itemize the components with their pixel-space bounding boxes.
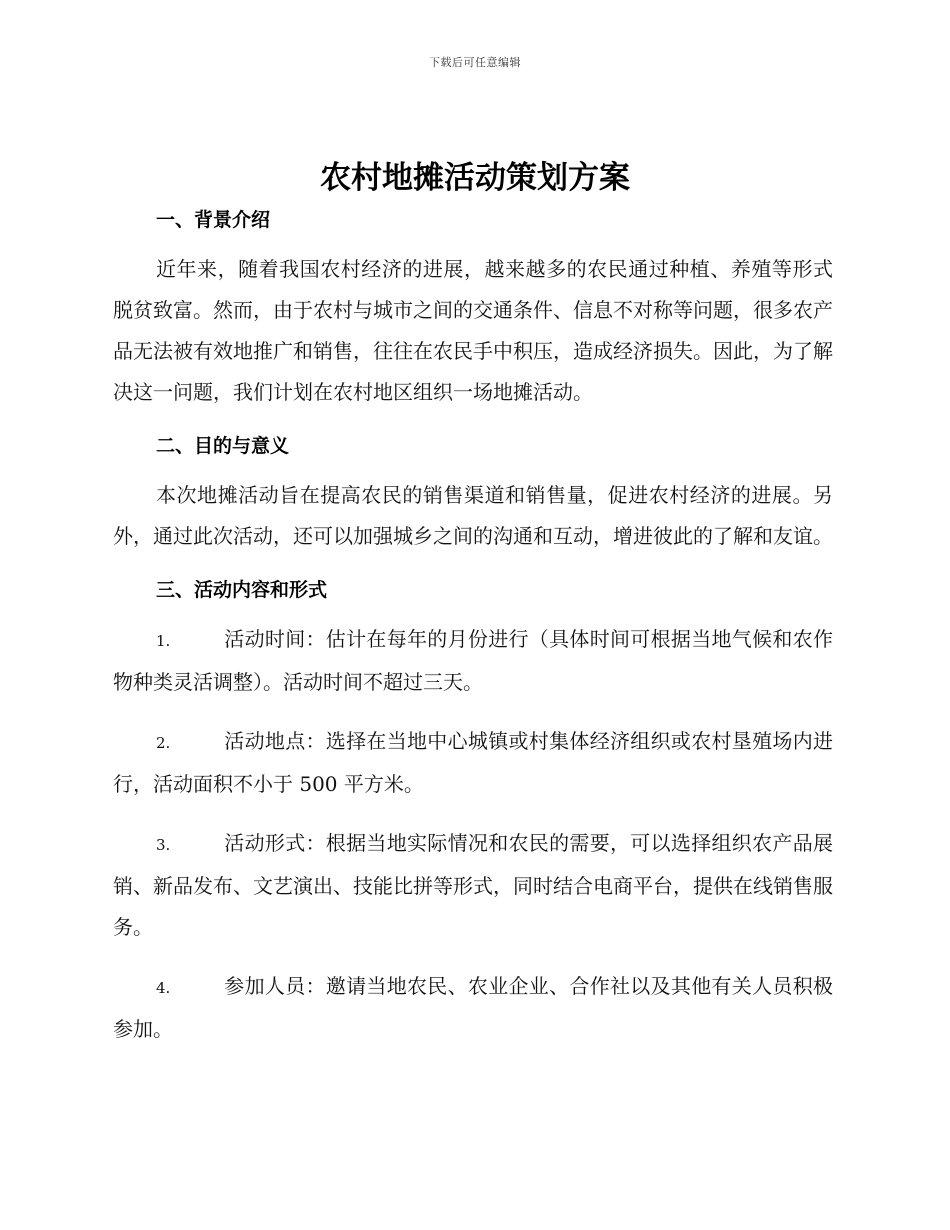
- section-heading-background: 一、背景介绍: [156, 209, 271, 231]
- section-paragraph-purpose: 本次地摊活动旨在提高农民的销售渠道和销售量，促进农村经济的进展。另外，通过此次活动，还可以加强城乡之间的沟通和互动，增进彼此的了解和友谊。: [113, 483, 833, 548]
- section-paragraph-background: 近年来，随着我国农村经济的进展，越来越多的农民通过种植、养殖等形式脱贫致富。然而，由于农村与城市之间的交通条件、信息不对称等问题，很多农产品无法被有效地推广和销售，往往在农民手中积压，造成经济损失。因此，为了解决这一问题，我们计划在农村地区组织一场地摊活动。: [113, 257, 833, 404]
- list-item: [113, 823, 833, 948]
- list-item: [113, 721, 833, 805]
- list-item-number: 4.: [156, 979, 171, 997]
- list-item-text: 活动地点：选择在当地中心城镇或村集体经济组织或农村垦殖场内进行，活动面积不小于 500 平方米。: [113, 729, 833, 796]
- list-item-number: 3.: [156, 836, 171, 854]
- section-heading-content: 三、活动内容和形式: [156, 579, 328, 601]
- list-item: [113, 619, 833, 703]
- list-item-number: 1.: [156, 632, 171, 650]
- list-item-text: 参加人员：邀请当地农民、农业企业、合作社以及其他有关人员积极参加。: [113, 974, 833, 1041]
- page-title: 农村地摊活动策划方案: [320, 160, 630, 196]
- header-note: 下载后可任意编辑: [429, 56, 521, 69]
- section-heading-purpose: 二、目的与意义: [156, 435, 290, 457]
- document-body: [113, 205, 833, 1050]
- list-item-text: 活动时间：估计在每年的月份进行（具体时间可根据当地气候和农作物种类灵活调整）。活动时间不超过三天。: [113, 627, 833, 694]
- list-item: [113, 966, 833, 1050]
- list-item-text: 活动形式：根据当地实际情况和农民的需要，可以选择组织农产品展销、新品发布、文艺演出、技能比拼等形式，同时结合电商平台，提供在线销售服务。: [113, 831, 833, 939]
- list-item-number: 2.: [156, 734, 171, 752]
